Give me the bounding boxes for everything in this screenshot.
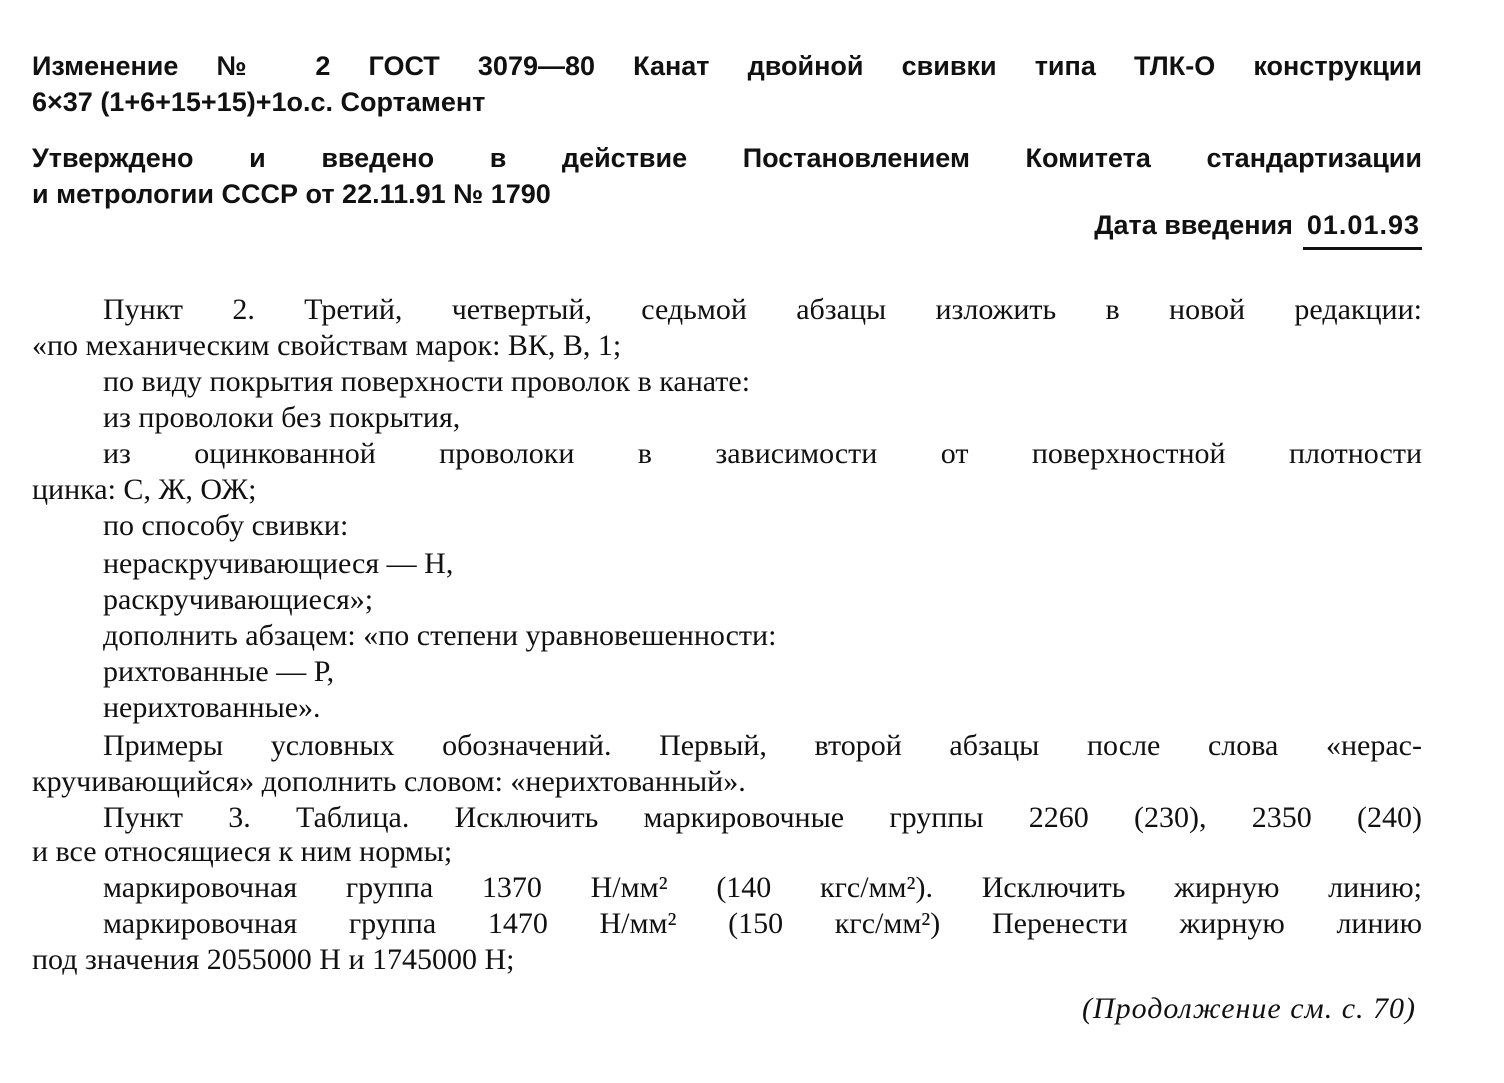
body-line: по виду покрытия поверхности проволок в канате: <box>103 365 751 398</box>
body-line: по способу свивки: <box>103 509 349 542</box>
body-line: нерихтованные». <box>103 691 321 724</box>
approval-line-1: Утверждено и введено в действие Постановлением Комитета стандартизации <box>32 143 1422 173</box>
body-line: под значения 2055000 Н и 1745000 Н; <box>32 943 515 976</box>
document-title-line-2: 6×37 (1+6+15+15)+1о.с. Сортамент <box>32 87 486 117</box>
continuation-note: (Продолжение см. с. 70) <box>1081 992 1416 1025</box>
body-line: и все относящиеся к ним нормы; <box>32 835 453 868</box>
body-line: кручивающийся» дополнить словом: «нерихтованный». <box>32 765 746 798</box>
body-line: нераскручивающиеся — Н, <box>103 547 454 580</box>
body-line: «по механическим свойствам марок: ВК, В, 1; <box>32 329 622 362</box>
effective-date-value: 01.01.93 <box>1303 210 1422 250</box>
body-line: Примеры условных обозначений. Первый, второй абзацы после слова «нерас- <box>103 729 1422 762</box>
body-line: маркировочная группа 1370 Н/мм² (140 кгс/мм²). Исключить жирную линию; <box>103 871 1422 904</box>
body-line: из оцинкованной проволоки в зависимости от поверхностной плотности <box>103 437 1422 470</box>
body-line: из проволоки без покрытия, <box>103 401 461 434</box>
effective-date <box>1094 210 1422 250</box>
body-line: раскручивающиеся»; <box>103 583 374 616</box>
body-line: Пункт 3. Таблица. Исключить маркировочные группы 2260 (230), 2350 (240) <box>103 801 1422 834</box>
effective-date-label: Дата введения <box>1094 210 1293 240</box>
body-line: Пункт 2. Третий, четвертый, седьмой абзацы изложить в новой редакции: <box>103 293 1422 326</box>
body-line: цинка: С, Ж, ОЖ; <box>32 473 257 506</box>
approval-line-2: и метрологии СССР от 22.11.91 № 1790 <box>32 179 551 209</box>
body-line: дополнить абзацем: «по степени уравновешенности: <box>103 619 777 652</box>
document-title-line-1: Изменение № 2 ГОСТ 3079—80 Канат двойной свивки типа ТЛК-О конструкции <box>32 51 1422 81</box>
body-line: рихтованные — Р, <box>103 655 335 688</box>
body-line: маркировочная группа 1470 Н/мм² (150 кгс/мм²) Перенести жирную линию <box>103 907 1422 940</box>
